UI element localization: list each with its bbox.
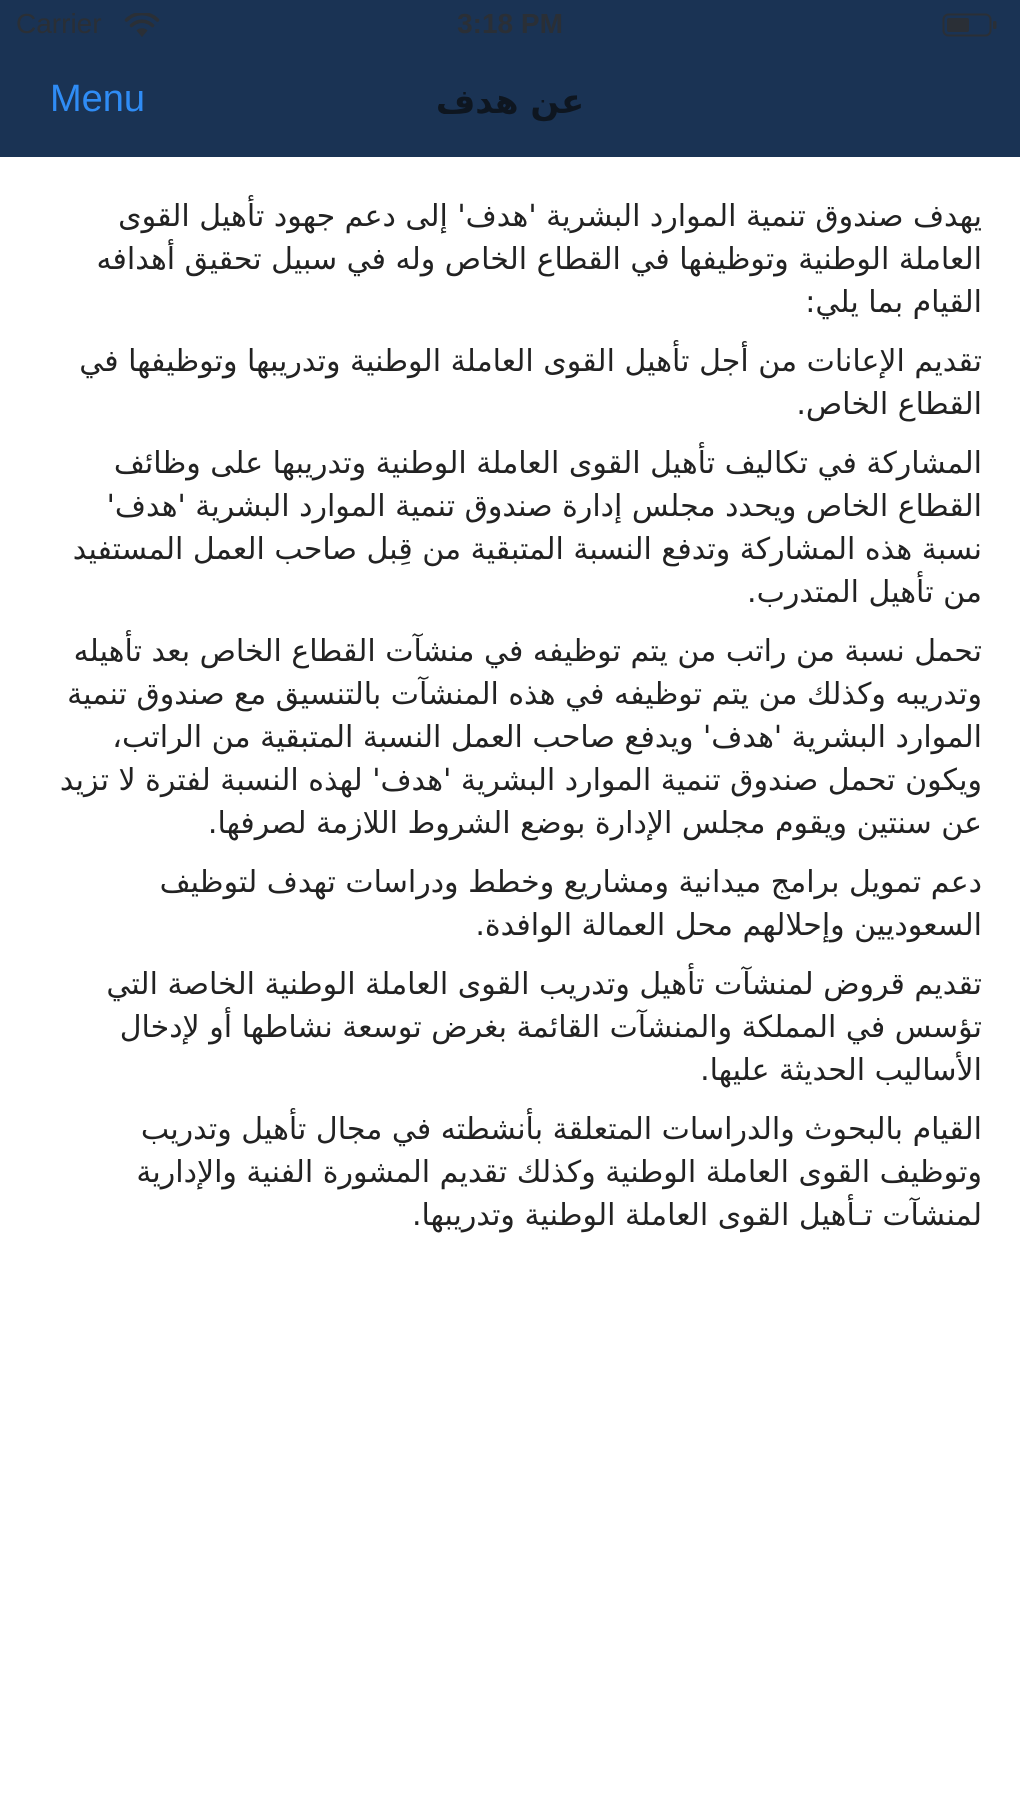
carrier-label: Carrier (16, 8, 102, 39)
about-intro-paragraph: يهدف صندوق تنمية الموارد البشرية 'هدف' إلى دعم جهود تأهيل القوى العاملة الوطنية وتوظيفها في القطاع الخاص وله في سبيل تحقيق أهدافه القيام بما يلي: (96, 199, 982, 320)
header (0, 0, 1020, 157)
status-time: 3:18 PM (457, 8, 563, 39)
about-goal-paragraph: تقديم قروض لمنشآت تأهيل وتدريب القوى العاملة الوطنية الخاصة التي تؤسس في المملكة والمنشآت القائمة بغرض توسعة نشاطها أو لإدخال الأساليب الحديثة عليها. (106, 967, 982, 1088)
page-title: عن هدف (435, 82, 585, 122)
battery-icon (942, 12, 998, 38)
about-goal-paragraph: تحمل نسبة من راتب من يتم توظيفه في منشآت القطاع الخاص بعد تأهيله وتدريبه وكذلك من يتم توظيفه في هذه المنشآت بالتنسيق مع صندوق تنمية الموارد البشرية 'هدف' ويدفع صاحب العمل النسبة المتبقية من الراتب، ويكون تحمل صندوق تنمية الموارد البشرية 'هدف' لهذه النسبة لفترة لا تزيد عن سنتين ويقوم مجلس الإدارة بوضع الشروط اللازمة لصرفها. (59, 634, 982, 841)
status-bar (0, 0, 1020, 52)
about-content (42, 195, 982, 1253)
about-goal-paragraph: المشاركة في تكاليف تأهيل القوى العاملة الوطنية وتدريبها على وظائف القطاع الخاص ويحدد مجلس إدارة صندوق تنمية الموارد البشرية 'هدف' نسبة هذه المشاركة وتدفع النسبة المتبقية من قِبل صاحب العمل المستفيد من تأهيل المتدرب. (72, 446, 982, 610)
about-goal-paragraph: تقديم الإعانات من أجل تأهيل القوى العاملة الوطنية وتدريبها وتوظيفها في القطاع الخاص. (79, 344, 982, 422)
about-goal-paragraph: دعم تمويل برامج ميدانية ومشاريع وخطط ودراسات تهدف لتوظيف السعوديين وإحلالهم محل العمالة الوافدة. (159, 865, 982, 943)
navigation-bar (0, 52, 1020, 157)
about-goal-paragraph: القيام بالبحوث والدراسات المتعلقة بأنشطته في مجال تأهيل وتدريب وتوظيف القوى العاملة الوطنية وكذلك تقديم المشورة الفنية والإدارية لمنشآت تـأهيل القوى العاملة الوطنية وتدريبها. (136, 1112, 982, 1233)
menu-button[interactable]: Menu (50, 78, 146, 120)
